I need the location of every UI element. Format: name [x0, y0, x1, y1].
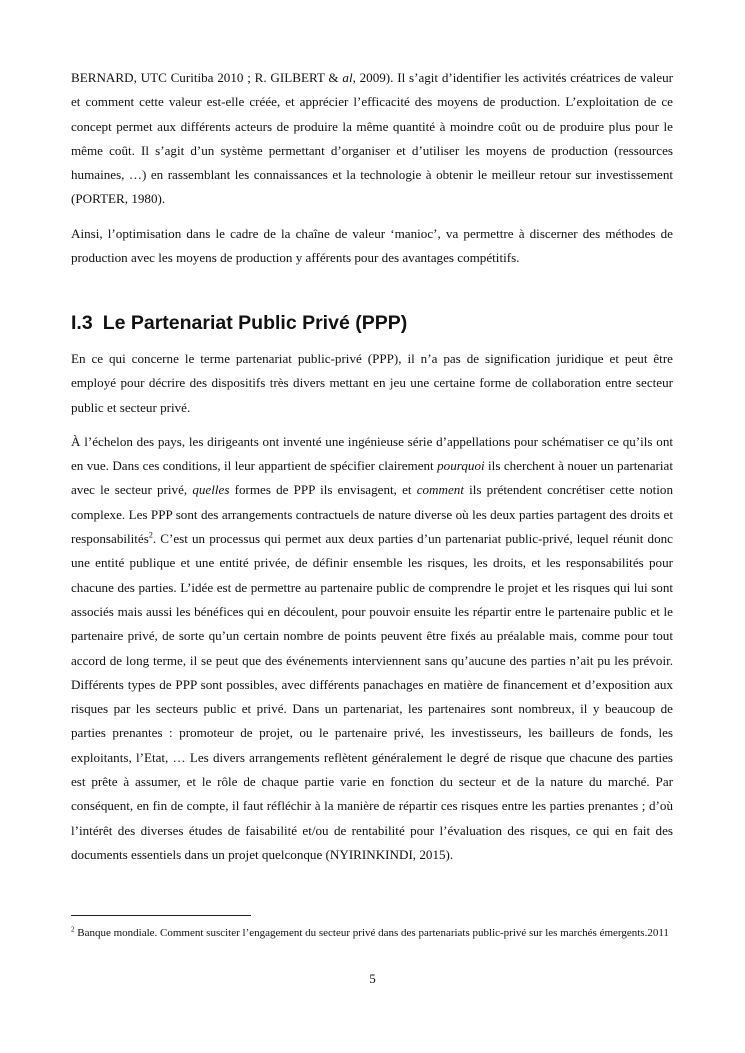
paragraph-ppp-definition: En ce qui concerne le terme partenariat public-privé (PPP), il n’a pas de signification juridique et peut être employé pour décrire des dispositifs très divers mettant en jeu une certaine forme de collaboration entre secteur public et secteur privé.: [71, 351, 673, 415]
italic-run: quelles: [192, 482, 230, 498]
footnote-separator: [71, 915, 251, 916]
page-number: 5: [369, 971, 376, 986]
section-heading: [71, 312, 407, 335]
text-run: ils cherchent à nouer un partenariat avec le secteur privé,: [71, 458, 674, 498]
italic-run: al: [342, 70, 353, 85]
paragraph-ppp-details: [71, 430, 673, 867]
italic-run: comment: [416, 482, 464, 498]
footnote: [71, 926, 681, 941]
text-run: , 2009). Il s’agit d’identifier les activités créatrices de valeur et comment cette valeur est-elle créée, et apprécier l’efficacité des moyens de production. L’exploitation de ce concept permet aux différents acteurs de produire la même quantité à moindre coût ou de produire plus pour le même coût. Il s’agit d’un système permettant d’organiser et d’utiliser les moyens de production (ressources humaines, …) en rassemblant les connaissances et la technologie à obtenir le meilleur retour sur investissement (PORTER, 1980).: [71, 70, 673, 207]
section-title: Le Partenariat Public Privé (PPP): [102, 312, 408, 334]
section-body: [71, 347, 673, 867]
paragraph-value-chain: [71, 66, 673, 212]
text-run: BERNARD, UTC Curitiba 2010 ; R. GILBERT &: [71, 70, 343, 85]
footnote-marker: 2: [71, 925, 75, 934]
paragraph-optimisation: Ainsi, l’optimisation dans le cadre de la chaîne de valeur ‘manioc’, va permettre à discerner des méthodes de production avec les moyens de production y afférents pour des avantages compétitifs.: [71, 225, 673, 266]
text-run: À l’échelon des pays, les dirigeants ont inventé une ingénieuse série d’appellations pour schématiser ce qu’ils ont en vue. Dans ces conditions, il leur appartient de spécifier clairement: [71, 433, 673, 474]
footnote-text: Banque mondiale. Comment susciter l’engagement du secteur privé dans des partenariats public-privé sur les marchés émergents.2011: [74, 927, 669, 939]
text-run: formes de PPP ils envisagent, et: [229, 482, 417, 498]
text-run: . C’est un processus qui permet aux deux parties d’un partenariat public-privé, lequel réunit donc une entité publique et une entité privée, de définir ensemble les risques, les droits, et les responsabilités pour chacune des parties. L’idée est de permettre au partenaire public de comprendre le projet et les risques qui lui sont associés mais aussi les bénéfices qui en découlent, pour pouvoir ensuite les répartir entre le partenaire public et le partenaire privé, de sorte qu’un certain nombre de points peuvent être fixés au préalable mais, comme pour tout accord de long terme, il se peut que des événements interviennent sans qu’aucune des parties n’ait pu les prévoir. Différents types de PPP sont possibles, avec différents panachages en matière de financement et d’exposition aux risques par les secteurs public et privé. Dans un partenariat, les partenaires sont nombreux, il y beaucoup de parties prenantes : promoteur de projet, ou le partenaire privé, les investisseurs, les bailleurs de fonds, les exploitants, l’Etat, … Les divers arrangements reflètent généralement le degré de risque que chacune des parties est prête à assumer, et le rôle de chaque partie varie en fonction du secteur et de la nature du marché. Par conséquent, en fin de compte, il faut réfléchir à la manière de répartir ces risques entre les parties prenantes ; d’où l’intérêt des diverses études de faisabilité et/ou de rentabilité pour l’évaluation des risques, ce qui en fait des documents essentiels dans un projet quelconque (NYIRINKINDI, 2015).: [71, 531, 673, 862]
italic-run: pourquoi: [437, 458, 485, 474]
section-number: I.3: [71, 312, 93, 334]
body-text-top: [71, 66, 673, 270]
text-run: ils prétendent concrétiser cette notion complexe. Les PPP sont des arrangements contractuels de nature diverse où les deux parties partagent des droits et responsabilités: [71, 482, 674, 547]
footnote-reference[interactable]: 2: [148, 530, 153, 540]
